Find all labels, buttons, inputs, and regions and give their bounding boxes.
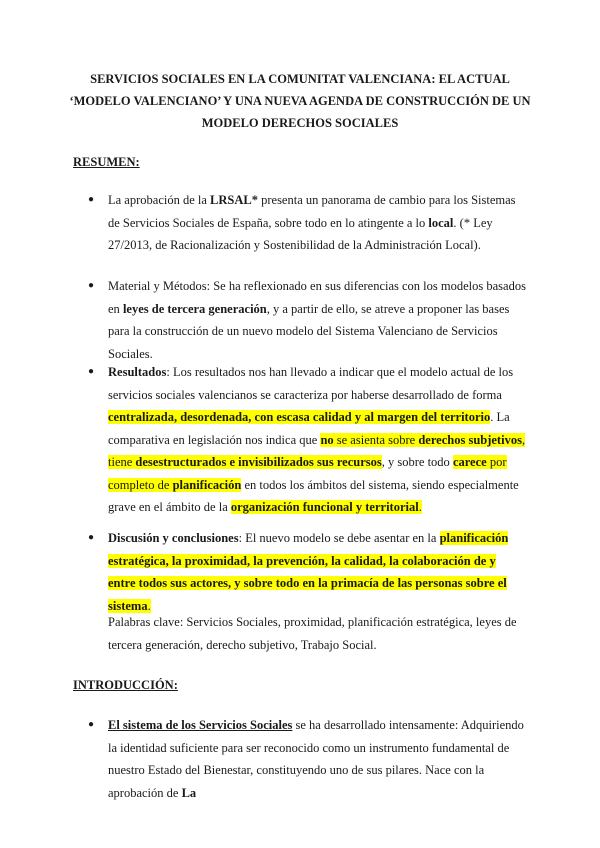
bullet-dot-icon: ● bbox=[88, 366, 95, 377]
title-line-1: SERVICIOS SOCIALES EN LA COMUNITAT VALENCIANA: EL ACTUAL bbox=[90, 72, 510, 86]
text-run-bold: Discusión y conclusiones bbox=[108, 531, 239, 545]
text-run-bold: leyes de tercera generación bbox=[122, 301, 267, 316]
text-run-bold: La bbox=[181, 785, 197, 800]
text-run-bold-underline: El sistema de los Servicios Sociales bbox=[108, 718, 293, 732]
title-line-3: MODELO DERECHOS SOCIALES bbox=[201, 116, 399, 130]
resumen-bullet-material-metodos bbox=[88, 275, 526, 365]
highlight-text: . bbox=[147, 598, 151, 613]
resumen-bullet-discusion bbox=[88, 527, 526, 617]
title-line-2: ‘MODELO VALENCIANO’ Y UNA NUEVA AGENDA DE CONSTRUCCIÓN DE UN bbox=[69, 94, 531, 108]
text-run-bold: LRSAL* bbox=[210, 193, 258, 207]
document-title bbox=[60, 68, 540, 134]
introduccion-heading: INTRODUCCIÓN: bbox=[73, 678, 178, 692]
bullet-dot-icon: ● bbox=[88, 194, 95, 205]
text-run: La aprobación de la bbox=[108, 193, 211, 207]
resumen-heading: RESUMEN: bbox=[73, 155, 140, 169]
highlight-bold: no bbox=[320, 432, 334, 447]
highlight-bold: planificación estratégica, la proximidad, la prevención, la calidad, la colaboración de y entre todos sus actores, y sobre todo en la primacía de las personas sobre el sistema bbox=[108, 531, 509, 613]
highlight-text: se asienta sobre bbox=[333, 432, 419, 447]
highlight-bold: organización funcional y territorial bbox=[230, 500, 419, 514]
resumen-bullet-resultados bbox=[88, 361, 526, 519]
text-run: presenta un panorama de cambio para los Sistemas de Servicios Sociales de España, sobre todo en lo atingente a lo bbox=[108, 193, 516, 230]
text-run: , y a partir de ello, se atreve a proponer las bases para la construcción de un nuevo modelo del Sistema Valenciano de Servicios Sociales. bbox=[108, 301, 510, 361]
highlight-bold: carece bbox=[452, 455, 487, 469]
text-run: : El nuevo modelo se debe asentar en la bbox=[238, 531, 440, 545]
highlight-text: por completo de bbox=[108, 455, 507, 492]
highlight-text: , tiene bbox=[108, 432, 526, 469]
highlight-text: . bbox=[418, 500, 422, 514]
text-run: se ha desarrollado intensamente: Adquiriendo la identidad suficiente para ser reconocido como un instrumento fundamental de nuestro Estado del Bienestar, constituyendo uno de sus pilares. Nace con la aprobación de bbox=[108, 718, 524, 800]
keywords-paragraph: Palabras clave: Servicios Sociales, proximidad, planificación estratégica, leyes de tercera generación, derecho subjetivo, Trabajo Social. bbox=[108, 615, 517, 652]
text-run: : Los resultados nos han llevado a indicar que el modelo actual de los servicios sociales valencianos se caracteriza por haberse desarrollado de forma bbox=[108, 365, 514, 402]
text-run: . (* Ley 27/2013, de Racionalización y Sostenibilidad de la Administración Local). bbox=[108, 215, 493, 252]
highlight-bold: desestructurados e invisibilizados sus recursos bbox=[135, 455, 382, 469]
text-run-bold: Resultados bbox=[108, 365, 167, 379]
highlight-bold: derechos subjetivos bbox=[418, 432, 522, 447]
highlight-bold: planificación bbox=[172, 477, 242, 492]
resumen-bullet-lrsal bbox=[88, 189, 526, 257]
bullet-dot-icon: ● bbox=[88, 719, 95, 730]
highlight-bold: centralizada, desordenada, con escasa calidad y al margen del territorio bbox=[108, 410, 491, 424]
bullet-dot-icon: ● bbox=[88, 280, 95, 291]
text-run: . La comparativa en legislación nos indica que bbox=[108, 410, 510, 447]
text-run: Material y Métodos: Se ha reflexionado en sus diferencias con los modelos basados en bbox=[108, 279, 526, 316]
bullet-dot-icon: ● bbox=[88, 532, 95, 543]
text-run-bold: local bbox=[428, 215, 454, 230]
intro-bullet-sistema bbox=[88, 714, 526, 804]
text-run: , y sobre todo bbox=[381, 455, 453, 469]
text-run: en todos los ámbitos del sistema, siendo especialmente grave en el ámbito de la bbox=[108, 477, 519, 514]
